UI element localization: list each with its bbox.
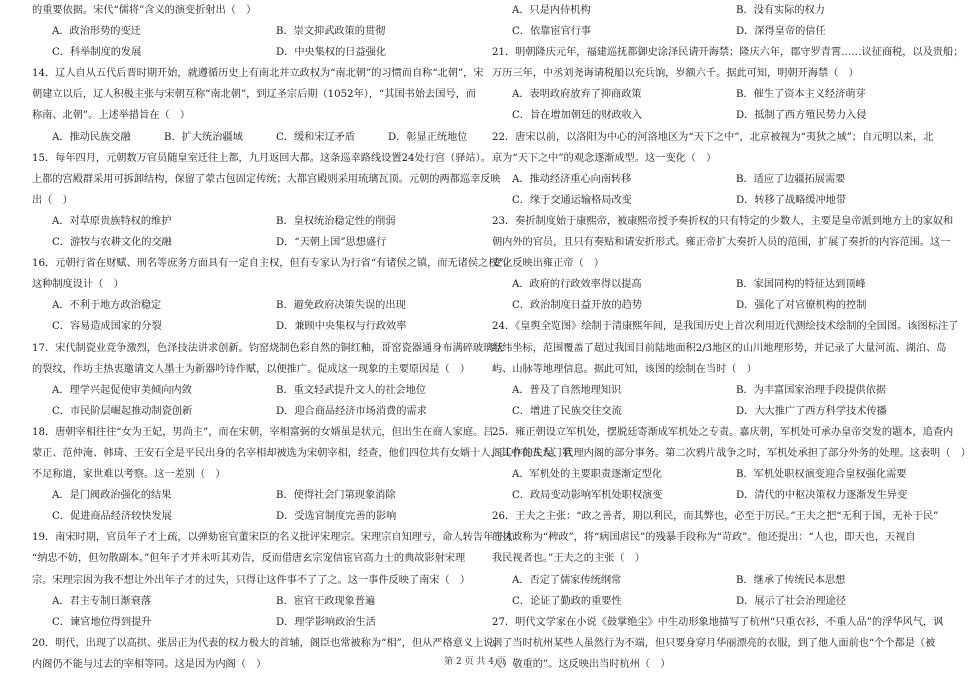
question-23-options	[492, 295, 940, 316]
question-21-stem: 21．明朝隆庆元年，福建巡抚都御史涂泽民请开海禁；隆庆六年，郡守罗青霄……议征商税，以及贵船；	[492, 47, 964, 59]
option: A．政府的行政效率得以提高	[512, 279, 642, 291]
option: D．清代的中枢决策权力逐渐发生异变	[736, 490, 908, 502]
page-number-footer: 第 2 页 共 4 页	[444, 657, 506, 667]
option: A．推动民族交融	[52, 131, 131, 143]
question-21-options	[492, 84, 940, 105]
option: B．崇文抑武政策的贯彻	[276, 26, 386, 38]
question-27-stem: 人）敬重的”。这反映出当时杭州（ ）	[492, 658, 671, 670]
option: B．军机处职权演变迎合皇权强化需要	[736, 469, 907, 481]
option: D．转移了战略缓冲地带	[736, 194, 847, 206]
option: A．君主专制日渐衰落	[52, 595, 152, 607]
question-16-stem: 16．元朝行省在财赋、刑名等庶务方面具有一定自主权，但有专家认为行省“有诸侯之镇，而无诸侯之权”。	[32, 258, 514, 270]
question-26-stem: 的执政称为“稗政”，将“病国虐民”的残暴手段称为“苛政”。他还提出：“人也，即天也，天视自	[492, 532, 916, 544]
question-24-stem: 屿、山脉等地理信息。据此可知，该图的绘制在当时（ ）	[492, 363, 757, 375]
option: C．依靠宦官行事	[512, 26, 592, 38]
option: D．展示了社会治理途径	[736, 595, 847, 607]
option: A．政治形势的变迁	[52, 26, 141, 38]
question-26-options	[492, 591, 940, 612]
option: A．否定了儒家传统纲常	[512, 574, 622, 586]
option: B．使得社会门第现象消除	[276, 490, 396, 502]
option: C．政局变动影响军机处职权演变	[512, 490, 663, 502]
option: D．抵制了西方殖民势力入侵	[736, 110, 867, 122]
question-15-stem: 15．每年四月，元朝数万官员随皇室迁往上都，九月返回大都。这条巡幸路线设置24处行宫（驿站）。	[32, 152, 491, 164]
question-19-stem: 宗。宋理宗因为我不想让外出年子才的过失，只得让这件事不了了之。这一事件反映了南宋（ ）	[32, 574, 471, 586]
question-18-options	[32, 485, 480, 506]
option: A．普及了自然地理知识	[512, 384, 622, 396]
option: A．是门阀政治强化的结果	[52, 490, 172, 502]
question-23-stem: 变化反映出雍正帝（ ）	[492, 258, 605, 270]
option: D．受选官制度完善的影响	[276, 511, 397, 523]
question-19-stem: 19．南宋时期，官员年子才上疏，以弹劾宦官董宋臣的名义批评宋理宗。宋理宗自知理亏，命人转告年子才：	[32, 532, 524, 544]
option: B．继承了传统民本思想	[736, 574, 846, 586]
question-24-stem: 经纬坐标，范围覆盖了超过我国目前陆地面积2/3地区的山川地理形势，并记录了大量河流、湖泊、岛	[492, 342, 947, 354]
option: C．科举制度的发展	[52, 47, 142, 59]
question-13-stem-tail: 的重要依据。宋代“儒将”含义的演变折射出（ ）	[32, 5, 257, 16]
option: D．迎合商品经济市场消费的需求	[276, 405, 427, 417]
question-17-stem: 的裂纹，作坊主热衷邀请文人墨士为新器吟诗作赋，以便推广。促成这一现象的主要原因是（ ）	[32, 363, 471, 375]
option: C．缘于交通运输格局改变	[512, 194, 632, 206]
option: A．军机处的主要职责逐渐定型化	[512, 469, 662, 481]
option: D．兼顾中央集权与行政效率	[276, 321, 407, 333]
option: B．适应了边疆拓展需要	[736, 173, 846, 185]
option: B．避免政府决策失误的出现	[276, 300, 406, 312]
option: D．深得皇帝的信任	[736, 26, 826, 38]
question-18-stem: 18．唐朝宰相往往“女为王妃，男尚主”，而在宋朝，宰相富弼的女婿虽是状元，但出生在商人家庭。吕	[32, 426, 494, 438]
option: C．游牧与农耕文化的交融	[52, 237, 172, 249]
question-18-options	[32, 506, 480, 527]
question-20-options	[492, 21, 940, 42]
question-14-stem: 14．辽人自从五代后晋时期开始，就遵循历史上有南北并立政权为“南北朝”的习惯而自称“北朝”，宋	[32, 68, 484, 80]
question-19-options	[32, 591, 480, 612]
question-27-stem: 刺了当时杭州某些人虽然行为不端，但只要身穿月华丽漂亮的衣服，到了他人面前也“个个都是（被	[492, 637, 936, 649]
question-17-stem: 17．宋代制瓷业竞争激烈，色泽技法讲求创新。钧窑烧制色彩自然的铜红釉，哥窑瓷器通身布满碎玻璃状	[32, 342, 504, 354]
question-23-stem: 朝内外的官员，且只有奏贴和请安折形式。雍正帝扩大奏折人员的范围，扩展了奏折的内容范围。这一	[492, 237, 951, 249]
option: D．大大推广了西方科学技术传播	[736, 405, 887, 417]
question-25-stem: 阁工作的失误，代理内阁的部分事务。第二次鸦片战争之时，军机处承担了部分外务的处理。这表明（ ）	[492, 447, 971, 459]
question-15-stem: 上都的宫殿群采用可拆卸结构，保留了蒙古包固定传统；大都宫殿则采用琉璃瓦顶。元朝的两都巡幸反映	[32, 173, 501, 185]
question-17-options	[32, 401, 480, 422]
option: A．推动经济重心向南转移	[512, 173, 632, 185]
option: D．“天朝上国”思想盛行	[276, 237, 387, 249]
question-25-options	[492, 464, 940, 485]
option: B．没有实际的权力	[736, 5, 825, 16]
option: A．理学兴起促使审美倾向内敛	[52, 384, 192, 396]
option: C．市民阶层崛起推动制瓷创新	[52, 405, 193, 417]
question-26-stem: 我民视者也。”王夫之的主张（ ）	[492, 553, 645, 565]
option: A．不利于地方政治稳定	[52, 300, 162, 312]
question-14-options	[32, 127, 480, 148]
question-19-options	[32, 612, 480, 633]
question-17-options	[32, 380, 480, 401]
question-13-options	[32, 21, 480, 42]
question-23-stem: 23．奏折制度始于康熙帝，被康熙帝授予奏折权的只有特定的少数人，主要是皇帝派到地方上的家奴和	[492, 215, 954, 227]
option: B．家国同构的特征达到顶峰	[736, 279, 866, 291]
question-22-stem: 京为“天下之中”的观念逐渐成型。这一变化（ ）	[492, 152, 717, 164]
question-16-options	[32, 316, 480, 337]
question-16-options	[32, 295, 480, 316]
right-column	[492, 0, 971, 675]
question-27-stem: 27．明代文学家在小说《鼓掌绝尘》中生动形象地描写了杭州“只重衣衫，不重人品”的浮华风气，讽	[492, 616, 944, 628]
option: D．中央集权的日益强化	[276, 47, 387, 59]
question-18-stem: 蒙正、范仲淹、韩琦、王安石全是平民出身的名宰相却被选为宋朝宰相，经查，他们四位共有女婿十人，其中有五人门第	[32, 447, 572, 459]
question-20-options	[492, 0, 940, 21]
question-15-options	[32, 211, 480, 232]
question-25-options	[492, 485, 940, 506]
question-26-stem: 26．王夫之主张：“政之善者，期以利民，而其弊也，必至于厉民。”王夫之把“无利于国，无补于民”	[492, 511, 939, 523]
question-26-options	[492, 570, 940, 591]
option: B．重文轻武提升文人的社会地位	[276, 384, 427, 396]
question-15-stem: 出（ ）	[32, 194, 73, 206]
question-22-options	[492, 190, 940, 211]
question-25-stem: 25．雍正朝设立军机处，摆脱廷寄渐成军机处之专责。嘉庆朝，军机处可承办皇帝交发的题本，追查内	[492, 426, 954, 438]
option: C．论证了勤政的重要性	[512, 595, 622, 607]
question-14-stem: 称南、北朝”。上述举措旨在（ ）	[32, 110, 191, 122]
question-18-stem: 不足称道，家世难以考察。这一差别（ ）	[32, 469, 226, 481]
option: B．皇权统治稳定性的削弱	[276, 215, 396, 227]
option: A．表明政府放弃了抑商政策	[512, 89, 642, 101]
option: D．彰显正统地位	[388, 131, 468, 143]
question-15-options	[32, 232, 480, 253]
question-21-options	[492, 105, 940, 126]
question-24-options	[492, 401, 940, 422]
question-16-stem: 这种制度设计（ ）	[32, 279, 124, 291]
option: B．为丰富国家治理手段提供依据	[736, 384, 887, 396]
option: C．政治制度日益开放的趋势	[512, 300, 643, 312]
question-24-options	[492, 380, 940, 401]
question-20-stem: 内阁仍不能与过去的宰相等同。这是因为内阁（ ）	[32, 658, 267, 670]
question-23-options	[492, 274, 940, 295]
option: B．宦官干政现象普遍	[276, 595, 376, 607]
option: A．对草原贵族特权的维护	[52, 215, 172, 227]
option: C．旨在增加朝廷的财政收入	[512, 110, 643, 122]
option: C．谏官地位得到提升	[52, 616, 152, 628]
option: B．扩大统治疆域	[164, 131, 243, 143]
question-19-stem: “纳忠不妨，但勿散副本。”但年子才并未听其劝告，反而借唐玄宗宠信宦官高力士的典故影射宋理	[32, 553, 466, 565]
question-22-stem: 22．唐宋以前，以洛阳为中心的河洛地区为“天下之中”，北京被视为“夷狄之域”；自元明以来，北	[492, 131, 934, 143]
option: D．强化了对官僚机构的控制	[736, 300, 867, 312]
option: C．缓和宋辽矛盾	[276, 131, 356, 143]
question-13-options	[32, 42, 480, 63]
option: A．只是内侍机构	[512, 5, 591, 16]
option: B．催生了资本主义经济萌芽	[736, 89, 866, 101]
question-21-stem: 万历三年，中丞刘尧诲请税船以充兵饷，岁额六千。据此可知，明朝开海禁（ ）	[492, 68, 859, 80]
option: D．理学影响政治生活	[276, 616, 376, 628]
option: C．容易造成国家的分裂	[52, 321, 162, 333]
question-14-stem: 朝建立以后，辽人积极主张与宋朝互称“南北朝”，到辽圣宗后期（1052年），“其国书始去国号，而	[32, 89, 476, 101]
question-22-options	[492, 169, 940, 190]
question-20-stem: 20．明代，出现了以高拱、张居正为代表的权力极大的首辅，阁臣也常被称为“相”，但从严格意义上说，	[32, 637, 504, 649]
question-24-stem: 24．《皇舆全览图》绘制于清康熙年间，是我国历史上首次利用近代测绘技术绘制的全国图。该图标注了	[492, 321, 959, 333]
option: C．增进了民族交往交流	[512, 405, 622, 417]
option: C．促进商品经济较快发展	[52, 511, 172, 523]
